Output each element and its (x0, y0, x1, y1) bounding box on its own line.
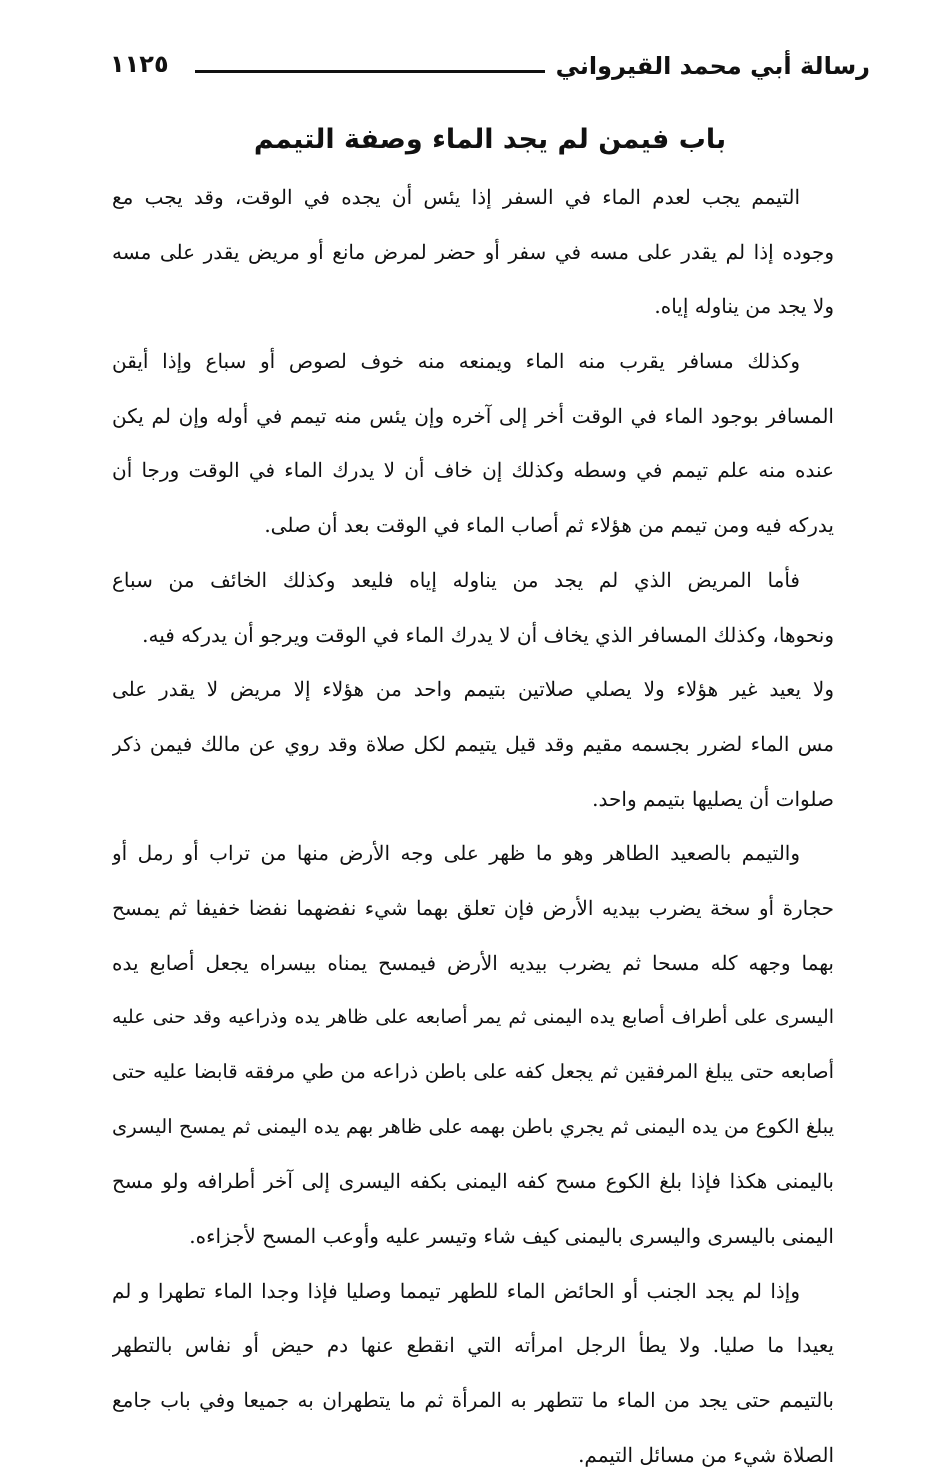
text-line: باليمنى هكذا فإذا بلغ الكوع مسح كفه اليمنى بكفه اليسرى إلى آخر أطرافه ولو مسح (112, 1169, 834, 1194)
header-rule (195, 70, 545, 73)
text-line: فأما المريض الذي لم يجد من يناوله إياه فليعد وكذلك الخائف من سباع (112, 567, 800, 592)
text-line: ولا يجد من يناوله إياه. (654, 294, 834, 319)
text-line: وإذا لم يجد الجنب أو الحائض الماء للطهر تيمما وصليا فإذا وجدا الماء تطهرا و لم (112, 1278, 800, 1303)
text-line: التيمم يجب لعدم الماء في السفر إذا يئس أن يجده في الوقت، وقد يجب مع (112, 185, 800, 209)
text-line: ونحوها، وكذلك المسافر الذي يخاف أن لا يدرك الماء في الوقت ويرجو أن يدركه فيه. (142, 622, 834, 647)
body-text (112, 170, 834, 1483)
text-line: ولا يعيد غير هؤلاء ولا يصلي صلاتين بتيمم واحد من هؤلاء إلا مريض لا يقدر على (112, 677, 834, 702)
text-line: بالتيمم حتى يجد من الماء ما تتطهر به المرأة ثم ما يتطهران به جميعا وفي باب جامع (112, 1388, 834, 1413)
running-head (110, 40, 870, 100)
text-line: حجارة أو سخة يضرب بيديه الأرض فإن تعلق بهما شيء نفضهما نفضا خفيفا ثم يمسح (112, 895, 834, 920)
book-title: رسالة أبي محمد القيرواني (555, 52, 870, 80)
text-line: أصابعه حتى يبلغ المرفقين ثم يجعل كفه على باطن ذراعه من طي مرفقه قابضا عليه حتى (112, 1060, 834, 1083)
text-line: اليسرى على أطراف أصابع يده اليمنى ثم يمر أصابعه على ظاهر يده وذراعيه وقد حنى عليه (112, 1006, 834, 1029)
text-line: المسافر بوجود الماء في الوقت أخر إلى آخره وإن يئس منه تيمم في أوله وإن لم يكن (112, 403, 834, 428)
text-line: يدركه فيه ومن تيمم من هؤلاء ثم أصاب الماء في الوقت بعد أن صلى. (264, 513, 834, 538)
text-line: والتيمم بالصعيد الطاهر وهو ما ظهر على وجه الأرض منها من تراب أو رمل أو (112, 841, 800, 866)
chapter-title: باب فيمن لم يجد الماء وصفة التيمم (253, 124, 727, 155)
text-line: صلوات أن يصليها بتيمم واحد. (592, 786, 834, 811)
text-line: الصلاة شيء من مسائل التيمم. (578, 1442, 834, 1467)
text-line: بهما وجهه كله مسحا ثم يضرب بيديه الأرض فيمسح يمناه بيسراه يجعل أصابع يده (112, 950, 834, 975)
text-line: مس الماء لضرر بجسمه مقيم وقد قيل يتيمم لكل صلاة وقد روي عن مالك فيمن ذكر (112, 731, 834, 756)
text-line: وجوده إذا لم يقدر على مسه في سفر أو حضر لمرض مانع أو مريض يقدر على مسه (112, 239, 834, 264)
page-number: ١١٢٥ (110, 50, 169, 78)
text-line: يبلغ الكوع من يده اليمنى ثم يجري باطن بهمه على ظاهر بهم يده اليمنى ثم يمسح اليسرى (112, 1114, 834, 1138)
text-line: يعيدا ما صليا. ولا يطأ الرجل امرأته التي انقطع عنها دم حيض أو نفاس بالتطهر (112, 1333, 834, 1358)
text-line: اليمنى باليسرى واليسرى باليمنى كيف شاء وتيسر عليه وأوعب المسح لأجزاءه. (189, 1224, 834, 1249)
text-line: وكذلك مسافر يقرب منه الماء ويمنعه منه خوف لصوص أو سباع وإذا أيقن (112, 349, 800, 374)
text-line: عنده منه علم تيمم في وسطه وكذلك إن خاف أن لا يدرك الماء في الوقت ورجا أن (112, 458, 834, 483)
